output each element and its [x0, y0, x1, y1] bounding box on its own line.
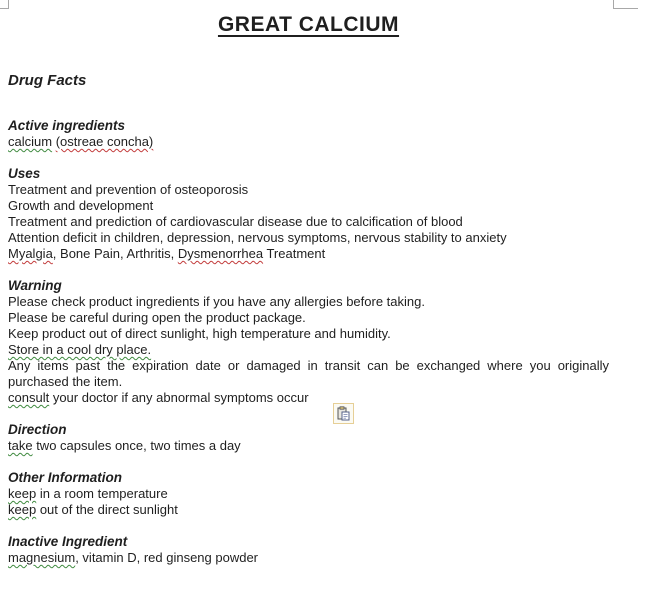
section-lines	[8, 550, 609, 566]
text-segment: in a room temperature	[36, 486, 168, 501]
paste-options-button[interactable]	[333, 403, 354, 424]
flagged-word: keep	[8, 486, 37, 501]
text-line	[8, 358, 613, 390]
text-segment: Treatment and prevention of osteoporosis	[8, 182, 249, 197]
text-segment: Treatment and prediction of cardiovascular disease due to calcification of blood	[8, 214, 463, 229]
text-line	[8, 486, 609, 502]
page-boundary-mark-top-left	[0, 0, 9, 9]
text-line	[8, 214, 609, 230]
section-lines	[8, 294, 613, 406]
text-segment: Treatment	[263, 246, 326, 261]
text-segment: two capsules once, two times a day	[32, 438, 241, 453]
document-page	[8, 10, 613, 566]
text-line	[8, 182, 609, 198]
text-segment: Keep product out of direct sunlight, high temperature and humidity.	[8, 326, 391, 341]
drug-facts-heading: Drug Facts	[8, 72, 87, 89]
flagged-word: take	[8, 438, 33, 453]
section	[8, 118, 609, 150]
flagged-word: (ostreae concha)	[55, 134, 154, 149]
sections	[8, 118, 613, 566]
section-lines	[8, 182, 609, 262]
section-lines	[8, 438, 609, 454]
flagged-word: calcium	[8, 134, 53, 149]
text-segment: Please be careful during open the product package.	[8, 310, 306, 325]
section-header: Uses	[8, 166, 41, 181]
text-line	[8, 246, 609, 262]
flagged-word: magnesium	[8, 550, 76, 565]
text-segment: out of the direct sunlight	[36, 502, 178, 517]
text-line	[8, 438, 609, 454]
text-segment: , vitamin D, red ginseng powder	[75, 550, 259, 565]
text-line	[8, 326, 609, 342]
text-line	[8, 342, 609, 358]
text-line	[8, 294, 609, 310]
text-segment: , Bone Pain, Arthritis,	[52, 246, 178, 261]
clipboard-paste-icon	[336, 406, 351, 421]
text-line	[8, 310, 609, 326]
section-lines	[8, 134, 609, 150]
text-line	[8, 134, 609, 150]
flagged-word: consult	[8, 390, 50, 405]
section	[8, 422, 609, 454]
document-title-text: GREAT CALCIUM	[217, 13, 400, 36]
text-segment: Please check product ingredients if you have any allergies before taking.	[8, 294, 425, 309]
section	[8, 470, 609, 518]
flagged-word: Myalgia	[8, 246, 53, 261]
text-segment: Attention deficit in children, depression, nervous symptoms, nervous stability to anxiety	[8, 230, 507, 245]
section-header: Direction	[8, 422, 67, 437]
section-lines	[8, 486, 609, 518]
text-segment: Growth and development	[8, 198, 154, 213]
flagged-word: Dysmenorrhea	[177, 246, 264, 261]
text-line	[8, 390, 609, 406]
section-header: Inactive Ingredient	[8, 534, 128, 549]
text-line	[8, 550, 609, 566]
document-title	[8, 10, 609, 42]
flagged-word: Store in a cool dry place.	[8, 342, 152, 357]
flagged-word: keep	[8, 502, 37, 517]
text-segment: Any items past the expiration date or damaged in transit can be exchanged where you originally purchased the item.	[8, 358, 613, 389]
text-segment: your doctor if any abnormal symptoms occur	[49, 390, 309, 405]
section	[8, 278, 613, 406]
section	[8, 534, 609, 566]
section	[8, 166, 609, 262]
section-header: Active ingredients	[8, 118, 126, 133]
page-boundary-mark-top-right	[613, 0, 638, 9]
text-line	[8, 502, 609, 518]
text-line	[8, 230, 609, 246]
section-header: Warning	[8, 278, 62, 293]
text-line	[8, 198, 609, 214]
section-header: Other Information	[8, 470, 122, 485]
